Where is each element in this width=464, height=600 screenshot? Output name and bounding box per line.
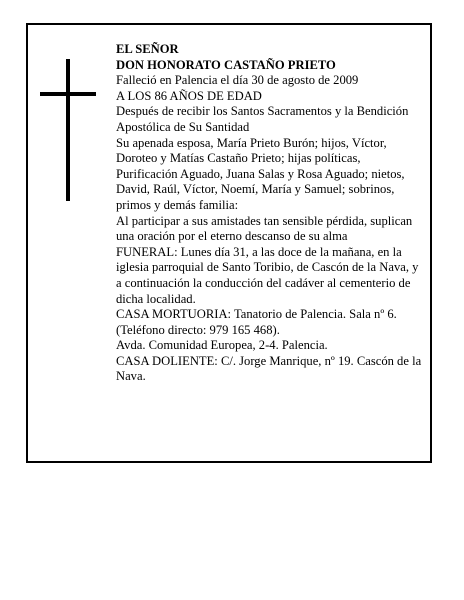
funeral-info: FUNERAL: Lunes día 31, a las doce de la mañana, en la iglesia parroquial de Santo Toribio, de Cascón de la Nava, y a continuación la conducción del cadáver al cementerio de dicha localidad.	[116, 244, 419, 306]
family-list: Su apenada esposa, María Prieto Burón; hijos, Víctor, Doroteo y Matías Castaño Prieto; hijas políticas, Purificación Aguado, Juana Salas y Rosa Aguado; nietos, David, Raúl, Víctor, Noemí, María y Samuel; sobrinos, primos y demás familia:	[116, 135, 405, 212]
mortuary-address: Avda. Comunidad Europea, 2-4. Palencia.	[116, 338, 328, 353]
cross-vertical-bar	[66, 59, 70, 201]
obituary-text	[116, 42, 422, 385]
age-line: A LOS 86 AÑOS DE EDAD	[116, 88, 262, 103]
mourning-house-info: CASA DOLIENTE: C/. Jorge Manrique, nº 19. Cascón de la Nava.	[116, 353, 422, 384]
obituary-notice	[26, 23, 432, 463]
deceased-name: DON HONORATO CASTAÑO PRIETO	[116, 57, 336, 72]
cross-icon	[40, 59, 96, 201]
mortuary-info: CASA MORTUORIA: Tanatorio de Palencia. Sala nº 6. (Teléfono directo: 979 165 468).	[116, 307, 397, 337]
prayer-request: Al participar a sus amistades tan sensible pérdida, suplican una oración por el eterno descanso de su alma	[116, 213, 413, 244]
sacraments-line: Después de recibir los Santos Sacramentos y la Bendición Apostólica de Su Santidad	[116, 104, 409, 134]
death-date: Falleció en Palencia el día 30 de agosto de 2009	[116, 73, 359, 88]
cross-horizontal-bar	[40, 92, 96, 96]
notice-title: EL SEÑOR	[116, 42, 179, 56]
